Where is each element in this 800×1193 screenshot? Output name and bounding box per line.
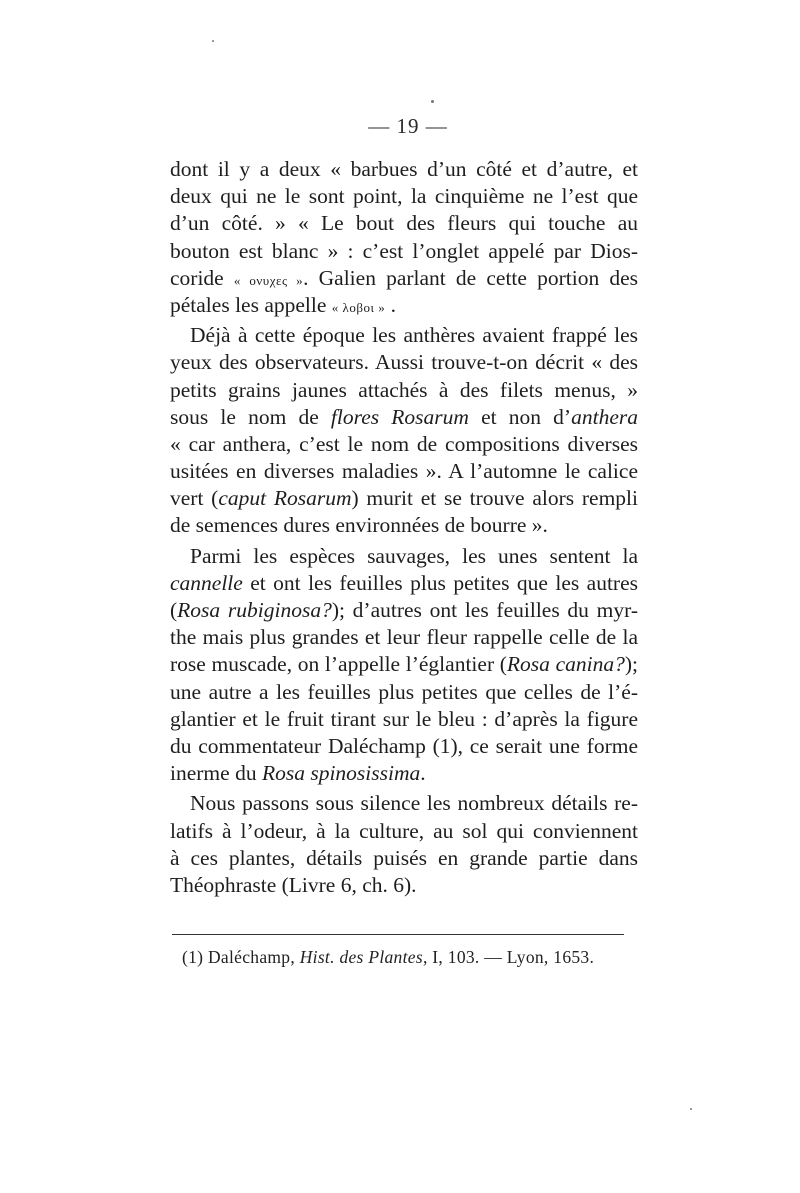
text-span: ); <box>624 652 638 677</box>
text-span: , I, 103. — Lyon, 1653. <box>422 947 595 967</box>
greek-word: « ονυχες » <box>233 272 304 288</box>
text-line: du commentateur Daléchamp (1), ce serait une forme <box>170 733 638 758</box>
text-span: (1) Daléchamp, <box>182 947 300 967</box>
text-span: . Galien parlant de cette portion des <box>303 265 638 290</box>
text-span: coride <box>170 265 234 290</box>
footnote-rule <box>172 934 624 935</box>
text-line: d’un côté. » « Le bout des fleurs qui touche au <box>170 211 638 236</box>
text-line: « car anthera, c’est le nom de compositions diverses <box>170 431 638 456</box>
text-line: the mais plus grandes et leur fleur rappelle celle de la <box>170 625 638 650</box>
italic-term: cannelle <box>170 570 243 595</box>
text-span: . <box>420 761 426 786</box>
text-span: rose muscade, on l’appelle l’églantier ( <box>170 652 507 677</box>
italic-term: caput Rosarum <box>218 486 352 511</box>
page-number: — 19 — <box>368 114 448 138</box>
text-line <box>170 570 638 597</box>
text-span: . <box>385 292 396 317</box>
text-span: ) murit et se trouve alors rempli <box>351 486 638 511</box>
text-span: et non <box>468 404 554 429</box>
text-line: Théophraste (Livre 6, ch. 6). <box>170 872 417 897</box>
text-line <box>170 597 638 624</box>
text-line: glantier et le fruit tirant sur le bleu : d’après la figure <box>170 706 638 731</box>
text-line: yeux des observateurs. Aussi trouve-t-on décrit « des <box>170 350 638 375</box>
text-line <box>170 760 638 787</box>
footnote <box>182 947 594 968</box>
text-line: dont il y a deux « barbues d’un côté et d’autre, et <box>170 157 638 181</box>
paragraph-start-line: Déjà à cette époque les anthères avaient frappé les <box>190 323 638 348</box>
text-line: de semences dures environnées de bourre ». <box>170 513 548 538</box>
paper-speck <box>690 1108 692 1110</box>
text-line <box>170 485 638 512</box>
italic-term: anthera <box>571 404 638 429</box>
text-span: inerme du <box>170 761 262 786</box>
text-span: d’ <box>553 404 572 429</box>
text-line <box>170 651 638 678</box>
text-line <box>170 292 638 319</box>
paper-speck <box>431 100 434 103</box>
italic-term: Hist. des Plantes <box>299 947 423 967</box>
text-line <box>170 404 638 431</box>
text-line: bouton est blanc » : c’est l’onglet appelé par Dios- <box>170 238 638 263</box>
text-span: pétales les appelle <box>170 292 332 317</box>
text-line: à ces plantes, détails puisés en grande partie dans <box>170 845 638 870</box>
italic-term: Rosa canina? <box>506 652 625 677</box>
text-span: ); d’autres ont les feuilles du myr- <box>331 598 638 622</box>
greek-word: « λοβοι » <box>331 299 386 315</box>
text-span: vert ( <box>170 486 219 511</box>
text-line: latifs à l’odeur, à la culture, au sol qui conviennent <box>170 818 638 843</box>
text-span: sous le nom de <box>170 404 331 429</box>
body-text <box>170 156 638 899</box>
text-line <box>170 265 638 292</box>
text-span: et ont les feuilles plus petites que les autres <box>242 570 638 595</box>
paragraph-start-line: Nous passons sous silence les nombreux détails re- <box>190 791 638 816</box>
italic-term: Rosa rubiginosa? <box>177 598 332 622</box>
text-line: petits grains jaunes attachés à des filets menus, » <box>170 377 638 402</box>
text-line: une autre a les feuilles plus petites que celles de l’é- <box>170 679 638 704</box>
paragraph-start-line: Parmi les espèces sauvages, les unes sentent la <box>190 543 638 568</box>
italic-term: flores Rosarum <box>330 404 469 429</box>
text-span: ( <box>170 598 178 622</box>
text-line: deux qui ne le sont point, la cinquième ne l’est que <box>170 184 638 209</box>
text-line: usitées en diverses maladies ». A l’automne le calice <box>170 459 638 484</box>
paper-speck <box>212 40 214 42</box>
italic-term: Rosa spinosissima <box>261 761 421 786</box>
